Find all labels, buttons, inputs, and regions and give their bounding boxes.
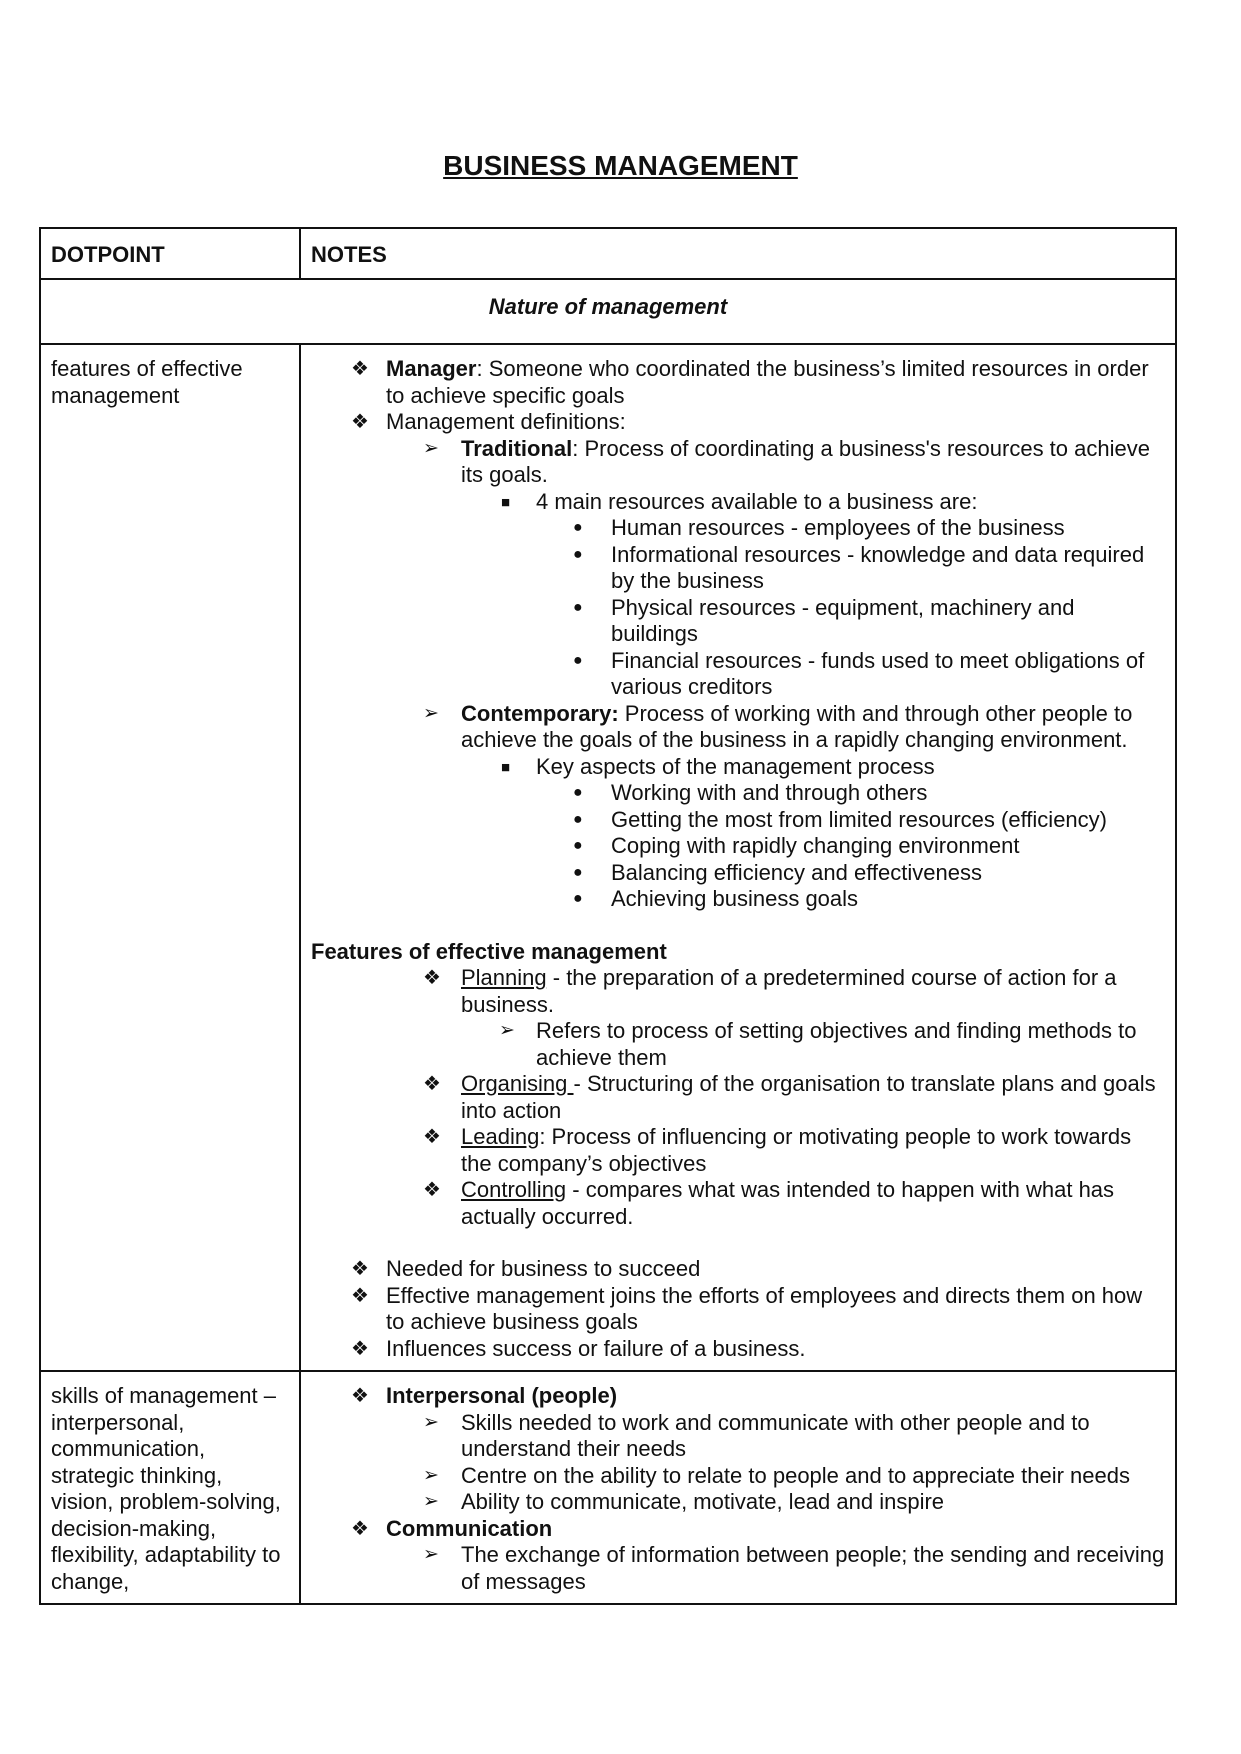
list-item: ➢ The exchange of information between people; the sending and receiving of messages [423, 1542, 1165, 1594]
list-item: ● Physical resources - equipment, machinery and buildings [573, 594, 1075, 646]
list-item: ➢ Refers to process of setting objectives and finding methods to achieve them [499, 1018, 1137, 1070]
list-item: ● Informational resources - knowledge and data required by the business [573, 541, 1145, 593]
list-item: ● Coping with rapidly changing environment [573, 833, 1020, 858]
list-item: ● Balancing efficiency and effectiveness [573, 859, 982, 885]
arrow-bullet-icon: ➢ [499, 1020, 515, 1041]
dotpoint-cell: features of effective management [51, 356, 243, 408]
notes-table [39, 227, 1177, 1605]
diamond-bullet-icon: ❖ [351, 1337, 369, 1360]
list-item: ■ 4 main resources available to a business are: [311, 489, 1165, 516]
list-item: ❖ Planning - the preparation of a predetermined course of action for a business. [423, 965, 1117, 1017]
page-title: BUSINESS MANAGEMENT [443, 150, 798, 181]
list-item: ● Achieving business goals [573, 886, 859, 911]
diamond-bullet-icon: ❖ [351, 1517, 369, 1540]
circle-bullet-icon: ● [573, 545, 583, 563]
list-item: ❖ Controlling - compares what was intended to happen with what has actually occurred. [423, 1177, 1115, 1229]
square-bullet-icon: ■ [501, 758, 511, 776]
col-header-dotpoint: DOTPOINT [51, 242, 165, 267]
list-item: ➢ Ability to communicate, motivate, lead and inspire [423, 1489, 945, 1514]
list-item: ● Human resources - employees of the business [573, 515, 1065, 540]
circle-bullet-icon: ● [573, 784, 583, 801]
list-item: ❖ Interpersonal (people) [351, 1383, 618, 1408]
circle-bullet-icon: ● [573, 837, 583, 854]
list-item: ❖ Manager: Someone who coordinated the business’s limited resources in order to achieve specific goals [351, 356, 1149, 408]
arrow-bullet-icon: ➢ [423, 1411, 439, 1433]
arrow-bullet-icon: ➢ [423, 1491, 439, 1512]
list-item: ● Financial resources - funds used to meet obligations of various creditors [573, 647, 1145, 699]
diamond-bullet-icon: ❖ [351, 358, 369, 380]
list-item: ■ Key aspects of the management process [311, 754, 1165, 781]
list-item: ❖ Needed for business to succeed [351, 1256, 701, 1281]
table-header-row [40, 228, 1176, 279]
diamond-bullet-icon: ❖ [423, 1179, 441, 1201]
arrow-bullet-icon: ➢ [423, 1544, 439, 1565]
diamond-bullet-icon: ❖ [351, 1284, 369, 1307]
circle-bullet-icon: ● [573, 519, 583, 536]
table-row [40, 344, 1176, 1371]
list-item: ➢ Contemporary: Process of working with and through other people to achieve the goals of the business in a rapidly changing environment. [423, 700, 1133, 752]
list-item: ➢ Skills needed to work and communicate with other people and to understand their needs [423, 1409, 1090, 1461]
section-title: Nature of management [488, 294, 728, 319]
dotpoint-cell: skills of management – interpersonal, communication, strategic thinking, vision, problem-solving, decision-making, flexibility, adaptability to change, [51, 1383, 281, 1594]
diamond-bullet-icon: ❖ [351, 1385, 369, 1407]
list-item: ❖ Influences success or failure of a business. [351, 1335, 806, 1361]
notes-cell [301, 1372, 1175, 1603]
arrow-bullet-icon: ➢ [423, 702, 439, 724]
features-heading: Features of effective management [311, 938, 667, 964]
diamond-bullet-icon: ❖ [423, 1126, 441, 1148]
list-item: ❖ Communication [351, 1515, 553, 1541]
arrow-bullet-icon: ➢ [423, 437, 439, 459]
list-item: ❖ Effective management joins the efforts of employees and directs them on how to achieve business goals [351, 1282, 1143, 1334]
circle-bullet-icon: ● [573, 863, 583, 881]
list-item: ❖ Leading: Process of influencing or motivating people to work towards the company’s objectives [423, 1124, 1132, 1176]
list-item: ➢ Traditional: Process of coordinating a business's resources to achieve its goals. [423, 435, 1150, 487]
arrow-bullet-icon: ➢ [423, 1464, 439, 1486]
square-bullet-icon: ■ [501, 493, 511, 511]
circle-bullet-icon: ● [573, 598, 583, 616]
diamond-bullet-icon: ❖ [423, 967, 441, 989]
circle-bullet-icon: ● [573, 651, 583, 669]
notes-cell [301, 345, 1175, 1370]
list-item: ➢ Centre on the ability to relate to people and to appreciate their needs [423, 1462, 1131, 1488]
list-item: ❖ Management definitions: [351, 409, 626, 434]
section-row [40, 279, 1176, 344]
diamond-bullet-icon: ❖ [351, 411, 369, 433]
table-row [40, 1371, 1176, 1604]
diamond-bullet-icon: ❖ [423, 1073, 441, 1095]
circle-bullet-icon: ● [573, 890, 583, 907]
diamond-bullet-icon: ❖ [351, 1258, 369, 1280]
circle-bullet-icon: ● [573, 810, 583, 828]
list-item: ● Getting the most from limited resources (efficiency) [573, 806, 1107, 832]
col-header-notes: NOTES [311, 242, 387, 267]
list-item: ❖ Organising - Structuring of the organisation to translate plans and goals into action [423, 1071, 1156, 1123]
list-item: ● Working with and through others [573, 780, 928, 805]
